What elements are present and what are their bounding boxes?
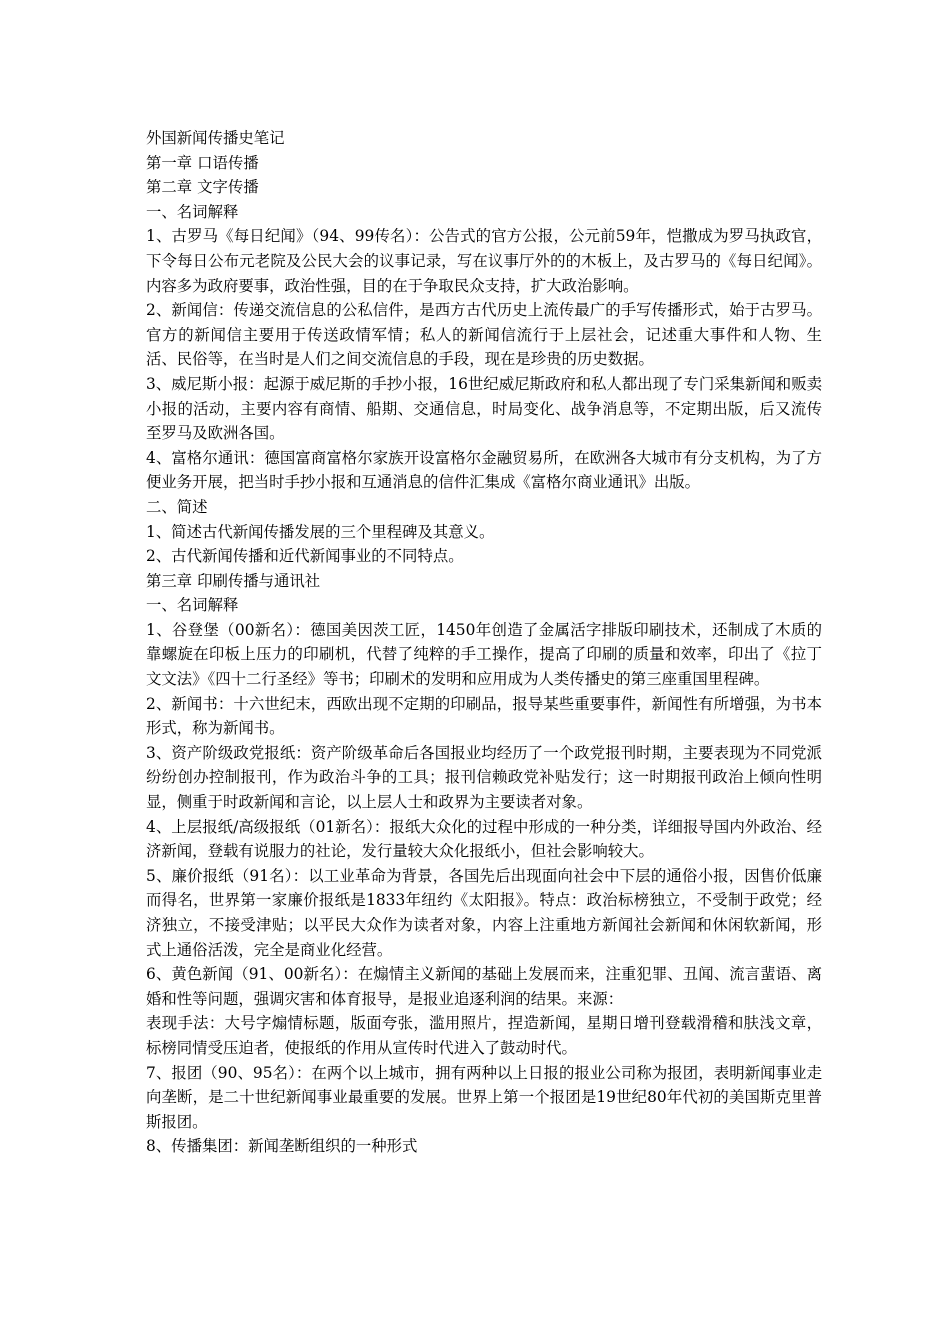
chapter-1-title: 第一章 口语传播 <box>146 153 259 172</box>
term-paragraph: 表现手法：大号字煽情标题，版面夸张，滥用照片，捏造新闻，星期日增刊登载滑稽和肤浅文章，标榜同情受压迫者，使报纸的作用从宣传时代进入了鼓动时代。 <box>146 1014 822 1057</box>
term-paragraph: 8、传播集团：新闻垄断组织的一种形式 <box>146 1137 418 1156</box>
term-paragraph: 2、新闻信：传递交流信息的公私信件，是西方古代历史上流传最广的手写传播形式，始于古罗马。官方的新闻信主要用于传送政情军情；私人的新闻信流行于上层社会，记述重大事件和人物、生活、民俗等，在当时是人们之间交流信息的手段，现在是珍贵的历史数据。 <box>146 301 822 369</box>
document-page <box>146 126 822 1159</box>
term-paragraph: 7、报团（90、95名）：在两个以上城市，拥有两种以上日报的报业公司称为报团，表明新闻事业走向垄断，是二十世纪新闻事业最重要的发展。世界上第一个报团是19世纪80年代初的美国斯克里普斯报团。 <box>146 1063 822 1131</box>
question-paragraph: 2、古代新闻传播和近代新闻事业的不同特点。 <box>146 547 464 566</box>
chapter-2-section-2-title: 二、简述 <box>146 497 208 516</box>
chapter-2-title: 第二章 文字传播 <box>146 178 259 197</box>
chapter-2-section-1-title: 一、名词解释 <box>146 202 239 221</box>
chapter-3-title: 第三章 印刷传播与通讯社 <box>146 571 321 590</box>
term-paragraph: 3、资产阶级政党报纸：资产阶级革命后各国报业均经历了一个政党报刊时期，主要表现为不同党派纷纷创办控制报刊，作为政治斗争的工具；报刊信赖政党补贴发行；这一时期报刊政治上倾向性明显，侧重于时政新闻和言论，以上层人士和政界为主要读者对象。 <box>146 743 822 812</box>
term-paragraph: 5、廉价报纸（91名）：以工业革命为背景，各国先后出现面向社会中下层的通俗小报，因售价低廉而得名，世界第一家廉价报纸是1833年纽约《太阳报》。特点：政治标榜独立，不受制于政党；经济独立，不接受津贴；以平民大众作为读者对象，内容上注重地方新闻社会新闻和休闲软新闻，形式上通俗活泼，完全是商业化经营。 <box>146 866 822 959</box>
question-paragraph: 1、简述古代新闻传播发展的三个里程碑及其意义。 <box>146 522 495 541</box>
term-paragraph: 1、谷登堡（00新名）：德国美因茨工匠，1450年创造了金属活字排版印刷技术，还制成了木质的靠螺旋在印板上压力的印刷机，代替了纯粹的手工操作，提高了印刷的质量和效率，印出了《拉丁文文法》《四十二行圣经》等书；印刷术的发明和应用成为人类传播史的第三座重国里程碑。 <box>146 620 822 689</box>
term-paragraph: 4、上层报纸/高级报纸（01新名）：报纸大众化的过程中形成的一种分类，详细报导国内外政治、经济新闻，登载有说服力的社论，发行量较大众化报纸小，但社会影响较大。 <box>146 817 822 861</box>
term-paragraph: 1、古罗马《每日纪闻》（94、99传名）：公告式的官方公报，公元前59年，恺撒成为罗马执政官，下令每日公布元老院及公民大会的议事记录，写在议事厅外的的木板上，及古罗马的《每日纪闻》。内容多为政府要事，政治性强，目的在于争取民众支持，扩大政治影响。 <box>146 227 822 295</box>
document-title: 外国新闻传播史笔记 <box>146 129 285 147</box>
chapter-3-section-1-title: 一、名词解释 <box>146 596 239 615</box>
term-paragraph: 4、富格尔通讯：德国富商富格尔家族开设富格尔金融贸易所，在欧洲各大城市有分支机构，为了方便业务开展，把当时手抄小报和互通消息的信件汇集成《富格尔商业通讯》出版。 <box>146 448 822 492</box>
term-paragraph: 3、威尼斯小报：起源于威尼斯的手抄小报，16世纪威尼斯政府和私人都出现了专门采集新闻和贩卖小报的活动，主要内容有商情、船期、交通信息，时局变化、战争消息等，不定期出版，后又流传至罗马及欧洲各国。 <box>146 374 822 443</box>
term-paragraph: 2、新闻书：十六世纪末，西欧出现不定期的印刷品，报导某些重要事件，新闻性有所增强，为书本形式，称为新闻书。 <box>146 694 822 738</box>
term-paragraph: 6、黄色新闻（91、00新名）：在煽情主义新闻的基础上发展而来，注重犯罪、丑闻、流言蜚语、离婚和性等问题，强调灾害和体育报导，是报业追逐利润的结果。来源： <box>146 965 822 1008</box>
